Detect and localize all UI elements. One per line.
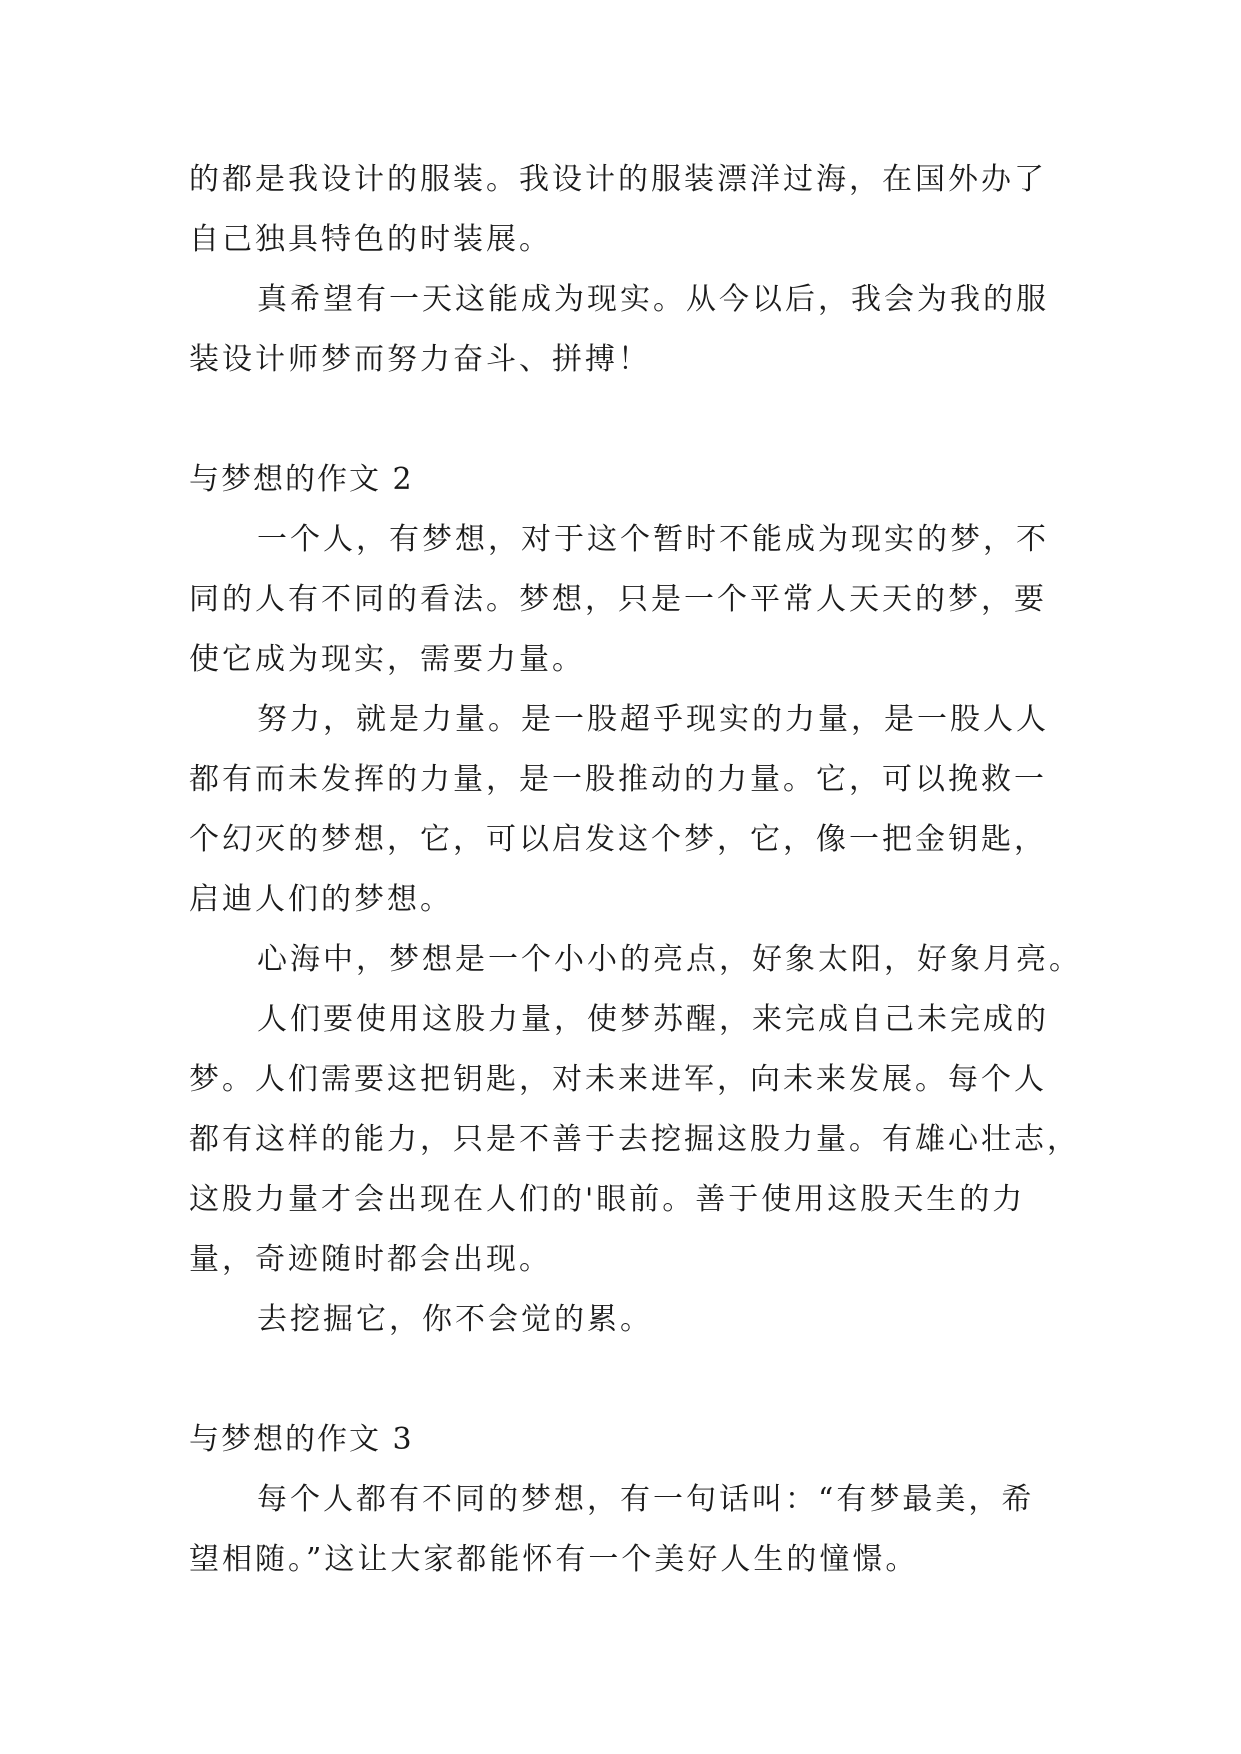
text-line: 使它成为现实，需要力量。 [189, 642, 585, 677]
text-line: 装设计师梦而努力奋斗、拼搏！ [189, 342, 651, 377]
paragraph-first-line: 每个人都有不同的梦想，有一句话叫：“有梦最美，希 [257, 1482, 1035, 1517]
paragraph-first-line: 人们要使用这股力量，使梦苏醒，来完成自己未完成的 [257, 1002, 1049, 1037]
paragraph-first-line: 心海中，梦想是一个小小的亮点，好象太阳，好象月亮。 [257, 942, 1082, 977]
text-line: 同的人有不同的看法。梦想，只是一个平常人天天的梦，要 [189, 582, 1047, 617]
text-line: 都有这样的能力，只是不善于去挖掘这股力量。有雄心壮志， [189, 1122, 1080, 1157]
text-line: 个幻灭的梦想，它，可以启发这个梦，它，像一把金钥匙， [189, 822, 1047, 857]
text-line: 的都是我设计的服装。我设计的服装漂洋过海，在国外办了 [189, 162, 1047, 197]
text-line: 量，奇迹随时都会出现。 [189, 1242, 552, 1277]
section-spacer [189, 1350, 1059, 1410]
document-page [189, 150, 1082, 1590]
section-heading-2: 与梦想的作文 2 [189, 462, 414, 497]
paragraph-first-line: 真希望有一天这能成为现实。从今以后，我会为我的服 [257, 282, 1049, 317]
section-spacer [189, 390, 1059, 450]
text-line: 都有而未发挥的力量，是一股推动的力量。它，可以挽救一 [189, 762, 1047, 797]
text-line: 望相随。”这让大家都能怀有一个美好人生的憧憬。 [189, 1542, 919, 1577]
text-line: 自己独具特色的时装展。 [189, 222, 552, 257]
paragraph-first-line: 去挖掘它，你不会觉的累。 [257, 1302, 653, 1337]
section-heading-3: 与梦想的作文 3 [189, 1422, 414, 1457]
paragraph-first-line: 努力，就是力量。是一股超乎现实的力量，是一股人人 [257, 702, 1049, 737]
text-line: 启迪人们的梦想。 [189, 882, 453, 917]
text-line: 梦。人们需要这把钥匙，对未来进军，向未来发展。每个人 [189, 1062, 1047, 1097]
paragraph-first-line: 一个人，有梦想，对于这个暂时不能成为现实的梦，不 [257, 522, 1049, 557]
text-line: 这股力量才会出现在人们的'眼前。善于使用这股天生的力 [189, 1182, 1026, 1217]
